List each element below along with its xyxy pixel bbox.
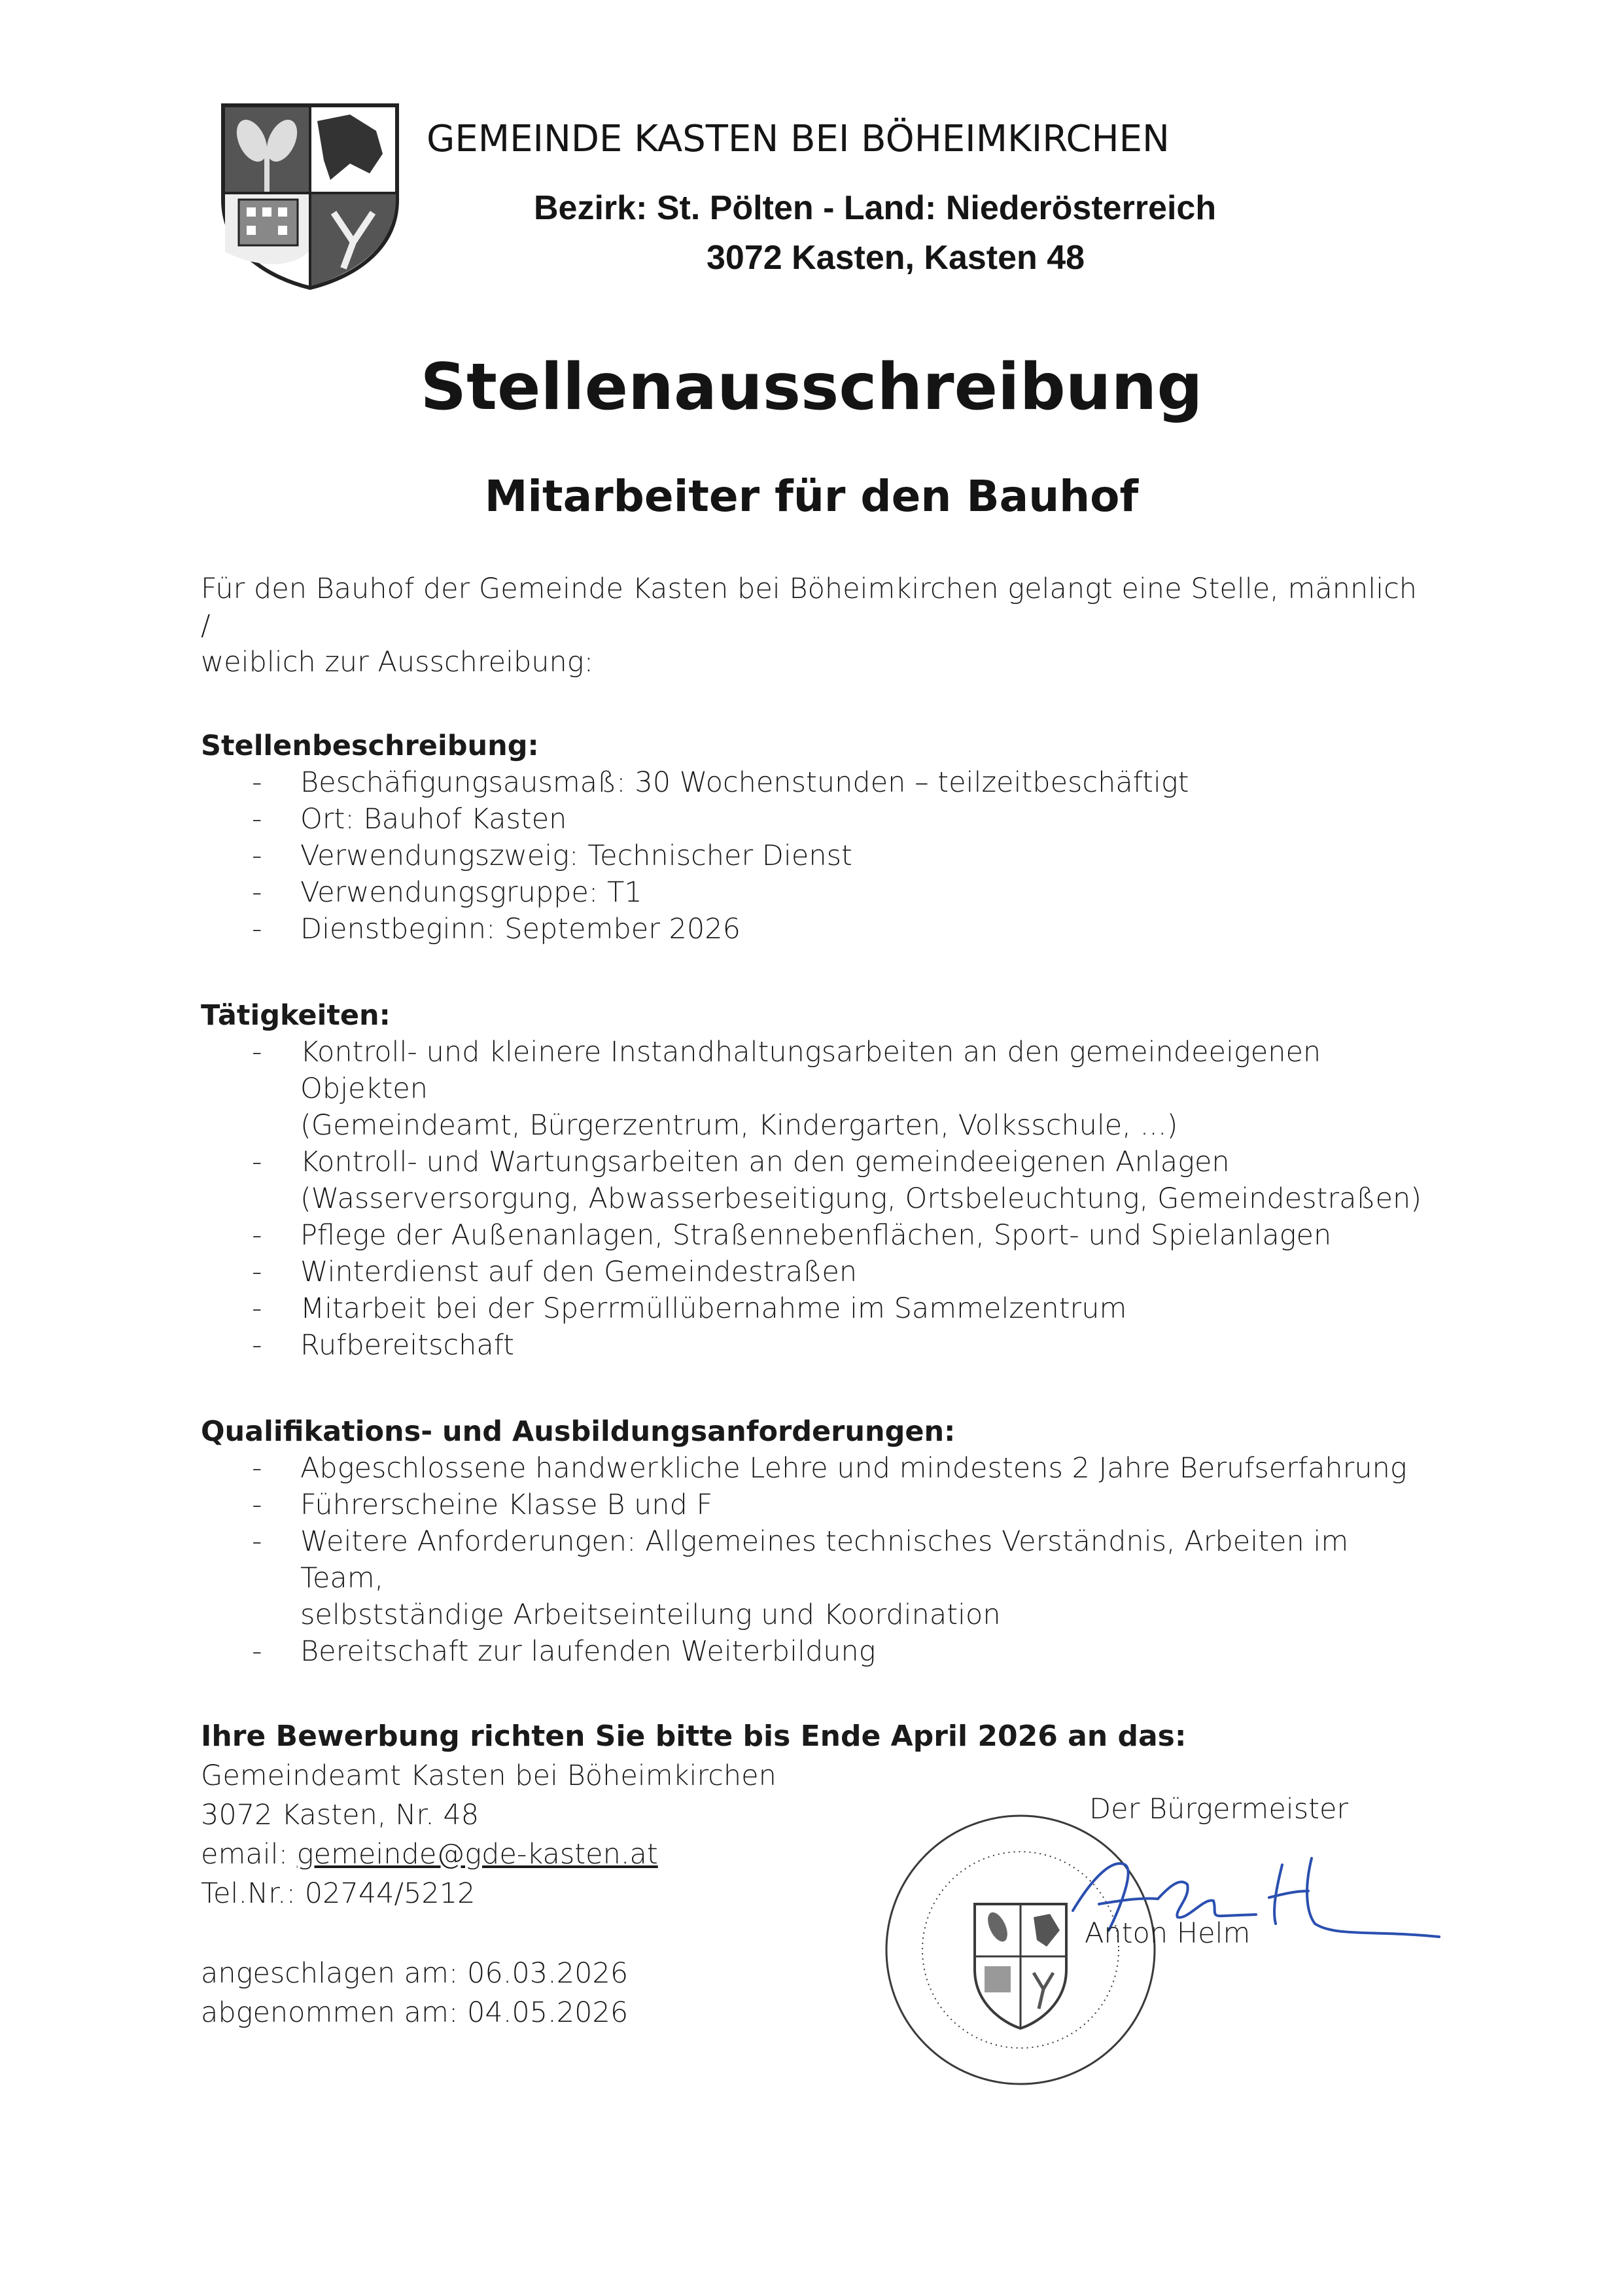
list-item-text: Weitere Anforderungen: Allgemeines technisches Verständnis, Arbeiten im Team, bbox=[300, 1525, 1349, 1595]
dash-bullet: - bbox=[252, 1146, 262, 1178]
list-item bbox=[201, 874, 1424, 911]
list-item bbox=[201, 911, 1424, 947]
list-item-text: Beschäfigungsausmaß: 30 Wochenstunden – teilzeitbeschäftigt bbox=[300, 766, 1189, 799]
section-heading-qualifications: Qualifikations- und Ausbildungsanforderungen: bbox=[201, 1415, 956, 1448]
dash-bullet: - bbox=[252, 1489, 262, 1521]
list-item-text: Rufbereitschaft bbox=[300, 1329, 514, 1362]
list-item-text: Mitarbeit bei der Sperrmüllübernahme im Sammelzentrum bbox=[300, 1292, 1127, 1325]
dash-bullet: - bbox=[252, 913, 262, 945]
dash-bullet: - bbox=[252, 1256, 262, 1288]
intro-line-2: weiblich zur Ausschreibung: bbox=[201, 646, 594, 679]
list-item bbox=[201, 801, 1424, 838]
posted-date: angeschlagen am: 06.03.2026 bbox=[201, 1957, 629, 1990]
list-item bbox=[201, 1597, 1424, 1633]
coat-of-arms-icon bbox=[219, 101, 401, 291]
dash-bullet: - bbox=[252, 1036, 262, 1069]
list-item-text: (Gemeindeamt, Bürgerzentrum, Kindergarten, Volksschule, ...) bbox=[300, 1109, 1178, 1142]
dash-bullet: - bbox=[252, 803, 262, 836]
list-item-text: Führerscheine Klasse B und F bbox=[300, 1489, 713, 1521]
section-heading-description: Stellenbeschreibung: bbox=[201, 730, 539, 762]
list-item-text: Bereitschaft zur laufenden Weiterbildung bbox=[300, 1635, 876, 1668]
section-heading-tasks: Tätigkeiten: bbox=[201, 999, 391, 1032]
list-item bbox=[201, 1450, 1424, 1487]
dash-bullet: - bbox=[252, 766, 262, 799]
dash-bullet: - bbox=[252, 839, 262, 872]
list-item bbox=[201, 1487, 1424, 1523]
dash-bullet: - bbox=[252, 1525, 262, 1558]
signature-block bbox=[877, 1780, 1465, 2120]
application-heading: Ihre Bewerbung richten Sie bitte bis Ende April 2026 an das: bbox=[201, 1720, 1187, 1753]
list-item bbox=[201, 764, 1424, 801]
list-item-text: (Wasserversorgung, Abwasserbeseitigung, Ortsbeleuchtung, Gemeindestraßen) bbox=[300, 1182, 1422, 1215]
list-item-text: Abgeschlossene handwerkliche Lehre und mindestens 2 Jahre Berufserfahrung bbox=[300, 1452, 1407, 1485]
dash-bullet: - bbox=[252, 1635, 262, 1668]
list-item-text: Pflege der Außenanlagen, Straßennebenflächen, Sport- und Spielanlagen bbox=[300, 1219, 1332, 1252]
dash-bullet: - bbox=[252, 1329, 262, 1362]
application-phone: Tel.Nr.: 02744/5212 bbox=[201, 1877, 476, 1910]
dash-bullet: - bbox=[252, 1452, 262, 1485]
list-item bbox=[201, 1523, 1424, 1597]
list-item-text: Ort: Bauhof Kasten bbox=[300, 803, 567, 836]
list-item bbox=[201, 1107, 1424, 1144]
list-item-text: Verwendungszweig: Technischer Dienst bbox=[300, 839, 852, 872]
list-item-text: Dienstbeginn: September 2026 bbox=[300, 913, 741, 945]
list-item-text: Kontroll- und kleinere Instandhaltungsarbeiten an den gemeindeeigenen Objekten bbox=[300, 1036, 1321, 1105]
application-street: 3072 Kasten, Nr. 48 bbox=[201, 1799, 480, 1831]
description-list bbox=[201, 764, 1424, 947]
list-item-text: selbstständige Arbeitseinteilung und Koordination bbox=[300, 1598, 1001, 1631]
signature-role: Der Bürgermeister bbox=[1089, 1793, 1349, 1826]
list-item-text: Verwendungsgruppe: T1 bbox=[300, 876, 642, 909]
list-item bbox=[201, 1327, 1424, 1364]
tasks-list bbox=[201, 1034, 1424, 1364]
email-label: email: bbox=[201, 1838, 297, 1871]
page-title: Stellenausschreibung bbox=[420, 350, 1203, 425]
municipality-address: 3072 Kasten, Kasten 48 bbox=[707, 239, 1085, 277]
signature-name: Anton Helm bbox=[1085, 1917, 1251, 1950]
municipality-name: GEMEINDE KASTEN BEI BÖHEIMKIRCHEN bbox=[427, 118, 1170, 160]
dash-bullet: - bbox=[252, 1292, 262, 1325]
dash-bullet: - bbox=[252, 1219, 262, 1252]
page-subtitle: Mitarbeiter für den Bauhof bbox=[484, 471, 1139, 521]
list-item-text: Kontroll- und Wartungsarbeiten an den gemeindeeigenen Anlagen bbox=[300, 1146, 1230, 1178]
email-link[interactable]: gemeinde@gde-kasten.at bbox=[296, 1838, 658, 1871]
list-item-text: Winterdienst auf den Gemeindestraßen bbox=[300, 1256, 858, 1288]
removed-date: abgenommen am: 04.05.2026 bbox=[201, 1996, 629, 2029]
list-item bbox=[201, 838, 1424, 874]
dash-bullet: - bbox=[252, 876, 262, 909]
intro-line-1: Für den Bauhof der Gemeinde Kasten bei Böheimkirchen gelangt eine Stelle, männlich / bbox=[201, 573, 1418, 642]
application-office: Gemeindeamt Kasten bei Böheimkirchen bbox=[201, 1759, 777, 1792]
list-item bbox=[201, 1144, 1424, 1180]
list-item bbox=[201, 1217, 1424, 1254]
list-item bbox=[201, 1633, 1424, 1670]
list-item bbox=[201, 1254, 1424, 1290]
list-item bbox=[201, 1180, 1424, 1217]
list-item bbox=[201, 1034, 1424, 1107]
district-line: Bezirk: St. Pölten - Land: Niederösterreich bbox=[534, 189, 1217, 227]
list-item bbox=[201, 1290, 1424, 1327]
qualifications-list bbox=[201, 1450, 1424, 1670]
